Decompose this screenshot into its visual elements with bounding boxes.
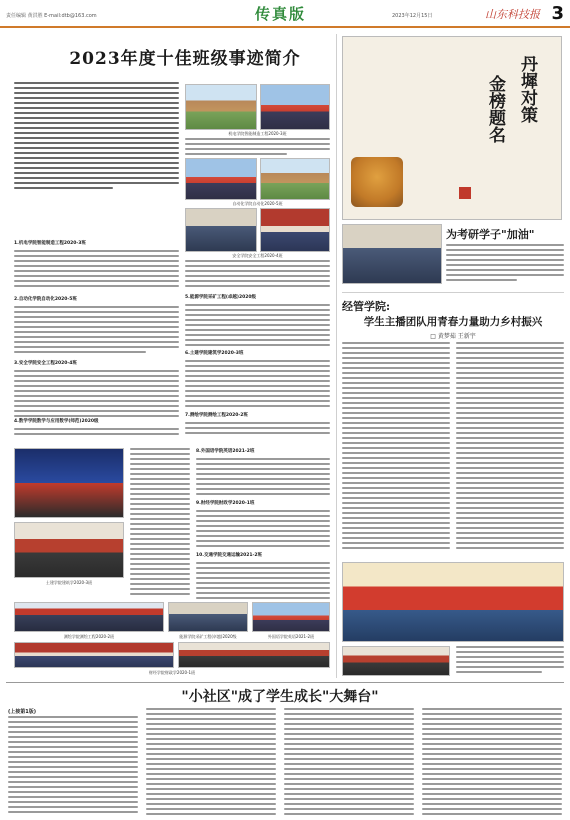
calligraphy-line-1: 丹墀对策 — [517, 55, 537, 123]
bottom-col-4 — [422, 708, 562, 816]
photo-livestream-event — [342, 562, 564, 642]
subhead-10: 10.交通学院交通运输2021-2班 — [196, 553, 262, 558]
photo-class-5 — [185, 208, 257, 252]
col1-text-d — [14, 428, 179, 440]
col1-text-b — [14, 306, 179, 356]
oranges-basket — [351, 157, 403, 207]
subhead-7: 7.测绘学院测绘工程2020-2班 — [185, 413, 248, 418]
red-seal-stamp — [459, 187, 471, 199]
col-mid-text — [130, 448, 190, 598]
header-date: 2023年12月15日 — [392, 13, 433, 19]
photo-class-11 — [178, 642, 330, 668]
calligraphy-line-2: 金榜题名 — [485, 75, 505, 143]
photo-caption-6: 能源学院采矿工程(卓越)2020级 — [179, 634, 237, 639]
photo-class-3 — [185, 158, 257, 200]
bottom-article-title: "小社区"成了学生成长"大舞台" — [181, 689, 379, 705]
bottom-section-rule — [6, 682, 564, 683]
photo-class-2 — [260, 84, 330, 130]
col2-text-c — [185, 304, 330, 348]
photo-class-7 — [14, 602, 164, 632]
section-title: 传真版 — [255, 5, 307, 23]
story2-col-a — [342, 342, 450, 556]
photo-caption-1: 机电学院智能制造工程2020-3班 — [228, 131, 287, 136]
col2-text-e — [185, 422, 330, 442]
photo-village-team — [342, 646, 450, 676]
photo-class-10 — [14, 642, 174, 668]
photo-caption-3: 安全学院安全工程2020-4班 — [232, 253, 283, 258]
col2-text-d — [185, 360, 330, 410]
photo-group-red — [14, 522, 124, 578]
subhead-5: 5.能源学院采矿工程(卓越)2020级 — [185, 295, 256, 300]
photo-caption-7: 外国语学院英语2021-2班 — [267, 634, 315, 639]
story2-title: 学生主播团队用青春力量助力乡村振兴 — [363, 316, 543, 328]
subhead-6: 6.土建学院建筑学2020-3班 — [185, 351, 244, 356]
story2-kicker: 经管学院: — [342, 300, 391, 313]
column-divider — [336, 34, 337, 678]
story1-text — [446, 244, 564, 290]
col1-text-c — [14, 370, 179, 420]
photo-class-1 — [185, 84, 257, 130]
story-divider — [342, 292, 564, 293]
photo-class-6 — [260, 208, 330, 252]
photo-class-8 — [168, 602, 248, 632]
photo-caption-8: 财经学院财政学2020-1班 — [148, 670, 196, 675]
bottom-col-3 — [284, 708, 414, 816]
page-number: 3 — [551, 3, 564, 24]
right-bottom-text — [456, 646, 564, 676]
photo-exam-cheer — [342, 224, 442, 284]
subhead-9: 9.财经学院财政学2020-1班 — [196, 501, 255, 506]
subhead-4: 4.数学学院数学与应用数学(师范)2020级 — [14, 419, 99, 424]
subhead-1: 1.机电学院智能制造工程2020-3班 — [14, 241, 86, 246]
photo-class-9 — [252, 602, 330, 632]
subhead-3: 3.安全学院安全工程2020-4班 — [14, 361, 77, 366]
bottom-continue-label: (上接第1版) — [8, 709, 37, 715]
main-article-title: 2023年度十佳班级事迹简介 — [69, 49, 301, 69]
col1-text-a — [14, 250, 179, 292]
calligraphy-photo — [342, 36, 562, 220]
page-header — [0, 0, 570, 28]
col3-text-a — [196, 458, 330, 498]
col2-text-b — [185, 260, 330, 290]
masthead-logo: 山东科技报 — [485, 8, 540, 21]
photo-class-4 — [260, 158, 330, 200]
photo-caption-2: 自动化学院自动化2020-5班 — [232, 201, 283, 206]
photo-caption-5: 测绘学院测绘工程2020-2班 — [63, 634, 115, 639]
subhead-8: 8.外国语学院英语2021-2班 — [196, 449, 255, 454]
intro-text-block — [14, 82, 179, 232]
story1-title: 为考研学子"加油" — [446, 228, 535, 241]
photo-caption-4: 土建学院建筑学2020-3班 — [45, 580, 93, 585]
story2-col-b — [456, 342, 564, 556]
subhead-2: 2.自动化学院自动化2020-5班 — [14, 297, 77, 302]
col3-text-b — [196, 510, 330, 550]
col3-text-c — [196, 562, 330, 602]
header-editor-meta: 责任编辑 黄洪胜 E-mail:dtb@163.com — [6, 13, 97, 19]
bottom-col-1 — [8, 716, 138, 816]
photo-stage — [14, 448, 124, 518]
bottom-col-2 — [146, 708, 276, 816]
story2-byline: □ 黄梦茹 王新宇 — [430, 333, 476, 340]
col2-text-a — [185, 138, 330, 158]
